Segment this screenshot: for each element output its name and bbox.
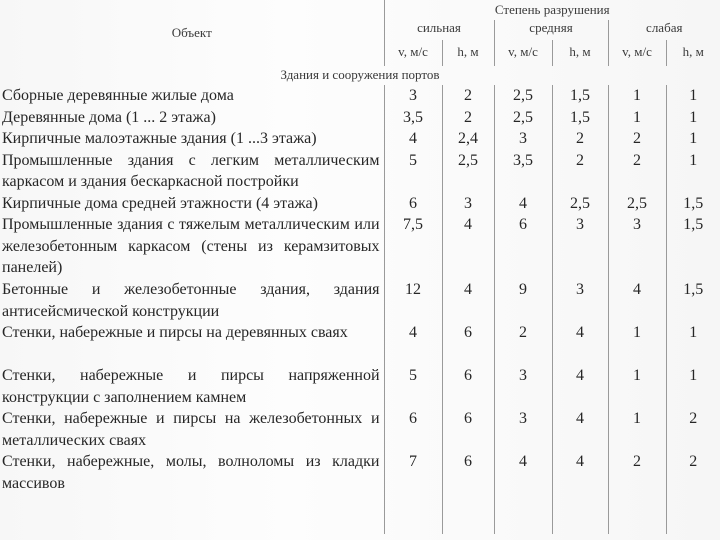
value-cell: 4 [384, 128, 442, 150]
value-cell: 3 [494, 365, 552, 408]
value-cell: 2 [608, 128, 666, 150]
unit-header-speed: v, м/с [608, 40, 666, 66]
unit-header-height: h, м [552, 40, 608, 66]
group-header-medium: средняя [494, 20, 608, 40]
value-cell: 3 [552, 279, 608, 322]
value-cell: 2,5 [608, 193, 666, 215]
value-cell: 4 [442, 214, 494, 279]
table-row [0, 408, 720, 451]
value-cell: 6 [384, 193, 442, 215]
value-cell: 1 [608, 322, 666, 365]
value-cell: 3 [494, 408, 552, 451]
object-name: Стенки, набережные и пирсы на деревянных сваях [2, 324, 348, 341]
value-cell: 4 [494, 193, 552, 215]
value-cell: 2 [552, 150, 608, 193]
value-cell: 2,5 [494, 85, 552, 107]
value-cell: 4 [552, 451, 608, 534]
value-cell: 2,5 [552, 193, 608, 215]
table-row [0, 322, 720, 365]
value-cell: 2 [552, 128, 608, 150]
table-row [0, 85, 720, 107]
value-cell: 1 [666, 322, 720, 365]
value-cell: 6 [494, 214, 552, 279]
value-cell: 3 [442, 193, 494, 215]
object-name: Промышленные здания с тяжелым металлическим или железобетонным каркасом (стены из керамзитовых панелей) [2, 216, 380, 276]
value-cell: 3,5 [384, 107, 442, 129]
value-cell: 4 [552, 365, 608, 408]
value-cell: 1,5 [666, 279, 720, 322]
value-cell: 2 [666, 408, 720, 451]
value-cell: 1,5 [552, 107, 608, 129]
group-header-strong: сильная [384, 20, 494, 40]
table-row [0, 279, 720, 322]
value-cell: 1 [608, 107, 666, 129]
value-cell: 1 [666, 128, 720, 150]
value-cell: 1 [608, 85, 666, 107]
value-cell: 5 [384, 150, 442, 193]
value-cell: 2,5 [494, 107, 552, 129]
value-cell: 3 [384, 85, 442, 107]
object-header: Объект [171, 25, 212, 40]
value-cell: 1 [608, 408, 666, 451]
value-cell: 1,5 [666, 193, 720, 215]
value-cell: 6 [384, 408, 442, 451]
object-name: Кирпичные дома средней этажности (4 этажа) [2, 194, 318, 212]
object-name: Стенки, набережные и пирсы напряженной конструкции с заполнением камнем [2, 367, 380, 406]
value-cell: 1 [666, 150, 720, 193]
value-cell: 2 [442, 85, 494, 107]
value-cell: 3 [552, 214, 608, 279]
value-cell: 2 [608, 150, 666, 193]
value-cell: 6 [442, 451, 494, 534]
section-title: Здания и сооружения портов [280, 67, 440, 82]
group-header-weak: слабая [608, 20, 720, 40]
value-cell: 1 [666, 107, 720, 129]
unit-header-speed: v, м/с [494, 40, 552, 66]
value-cell: 2 [608, 451, 666, 534]
value-cell: 6 [442, 408, 494, 451]
value-cell: 1,5 [552, 85, 608, 107]
value-cell: 1,5 [666, 214, 720, 279]
value-cell: 3 [494, 128, 552, 150]
object-name: Бетонные и железобетонные здания, здания антисейсмической конструкции [2, 281, 380, 320]
table-row [0, 128, 720, 150]
value-cell: 3,5 [494, 150, 552, 193]
value-cell: 4 [494, 451, 552, 534]
object-name: Стенки, набережные, молы, волноломы из кладки массивов [2, 453, 380, 492]
unit-header-height: h, м [666, 40, 720, 66]
table-row [0, 107, 720, 129]
value-cell: 5 [384, 365, 442, 408]
unit-header-speed: v, м/с [384, 40, 442, 66]
value-cell: 6 [442, 322, 494, 365]
unit-header-height: h, м [442, 40, 494, 66]
value-cell: 9 [494, 279, 552, 322]
value-cell: 1 [666, 365, 720, 408]
value-cell: 1 [608, 365, 666, 408]
value-cell: 2 [442, 107, 494, 129]
value-cell: 4 [608, 279, 666, 322]
value-cell: 3 [608, 214, 666, 279]
table-row [0, 451, 720, 534]
value-cell: 7 [384, 451, 442, 534]
value-cell: 4 [552, 408, 608, 451]
value-cell: 4 [384, 322, 442, 365]
table-row [0, 214, 720, 279]
value-cell: 7,5 [384, 214, 442, 279]
object-name: Деревянные дома (1 ... 2 этажа) [2, 108, 216, 126]
value-cell: 6 [442, 365, 494, 408]
value-cell: 12 [384, 279, 442, 322]
value-cell: 2 [666, 451, 720, 534]
object-name: Сборные деревянные жилые дома [2, 87, 234, 104]
value-cell: 2,4 [442, 128, 494, 150]
value-cell: 2 [494, 322, 552, 365]
value-cell: 4 [442, 279, 494, 322]
degree-header: Степень разрушения [384, 0, 720, 20]
table-row [0, 365, 720, 408]
object-name: Стенки, набережные и пирсы на железобетонных и металлических сваях [2, 410, 380, 449]
value-cell: 4 [552, 322, 608, 365]
object-name: Промышленные здания с легким металлическим каркасом и здания бескаркасной постройки [2, 151, 380, 190]
object-name: Кирпичные малоэтажные здания (1 ...3 этажа) [2, 130, 317, 147]
table-row [0, 150, 720, 193]
value-cell: 2,5 [442, 150, 494, 193]
value-cell: 1 [666, 85, 720, 107]
table-row [0, 193, 720, 215]
